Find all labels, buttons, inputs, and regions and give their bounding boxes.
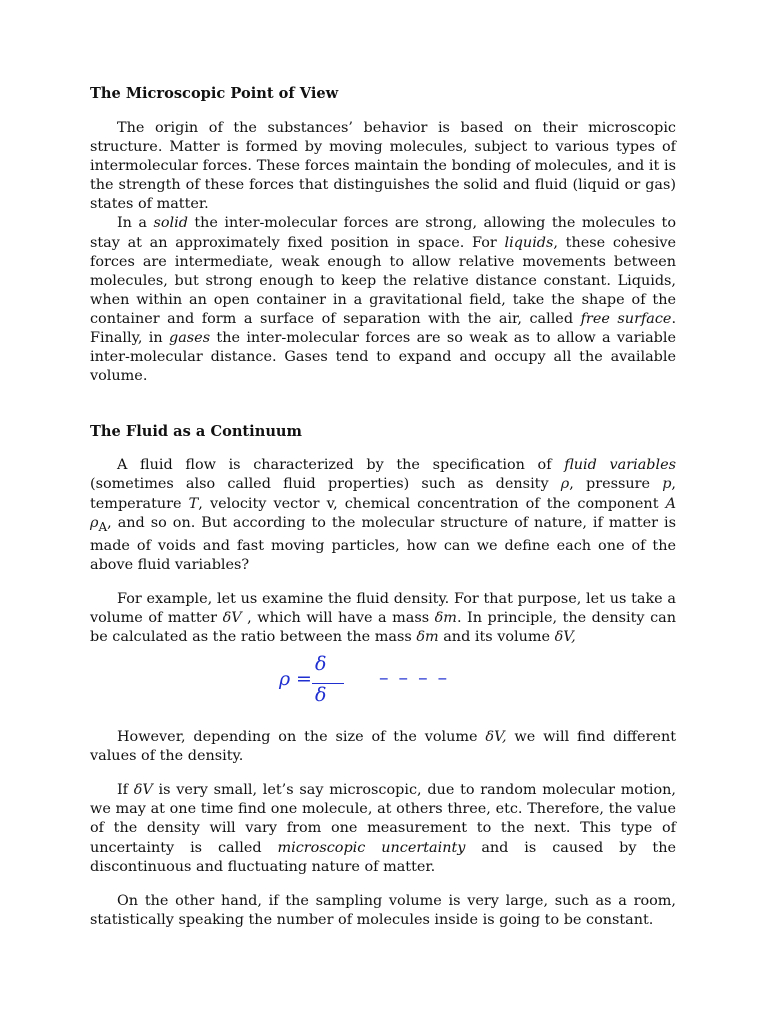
text-run: In a <box>117 215 154 232</box>
symbol-delta-m: δm <box>434 609 457 626</box>
density-equation <box>90 653 676 720</box>
equation-lhs-rho: ρ <box>279 668 291 691</box>
text-run: . In principle, the density can be calculated as the ratio between the mass <box>90 609 676 645</box>
document-body <box>90 84 676 930</box>
text-run: , and so on. But according to the molecular structure of nature, if matter is made of voids and fast moving particles, how can we define each one of the above fluid variables? <box>90 514 676 573</box>
symbol-delta-V: δV, <box>485 729 507 746</box>
term-free-surface: free surface <box>580 310 672 327</box>
equation-equals-sign: = <box>296 668 312 691</box>
symbol-p: p <box>662 476 672 493</box>
text-run: the inter-molecular forces are so weak as to allow a variable inter-molecular distance. Gases tend to expand and occupy all the available volume. <box>90 330 677 385</box>
text-run: we will find different values of the density. <box>90 729 676 765</box>
symbol-delta-V: δV <box>133 782 153 799</box>
paragraph-density-example <box>90 590 676 647</box>
equation-numerator: δ <box>315 653 327 676</box>
term-liquids: liquids <box>504 234 554 251</box>
symbol-delta-V: δV <box>222 609 242 626</box>
text-run: . Finally, in <box>90 310 677 347</box>
text-run: the inter-molecular forces are strong, allowing the molecules to stay at an approximately fixed position in space. For <box>90 215 676 251</box>
paragraph-states-of-matter <box>90 214 676 386</box>
text-run: However, depending on the size of the volume <box>117 729 486 746</box>
section-heading-microscopic: The Microscopic Point of View <box>90 85 339 102</box>
paragraph-volume-size <box>90 728 676 766</box>
symbol-delta-m: δm <box>416 628 439 645</box>
text-run: , which will have a mass <box>241 609 435 626</box>
text-run: A fluid flow is characterized by the specification of <box>117 457 565 474</box>
equation-number-placeholder: – – – – <box>379 667 450 690</box>
paragraph-microscopic-uncertainty <box>90 781 676 876</box>
paragraph-large-volume: On the other hand, if the sampling volume is very large, such as a room, statistically speaking the number of molecules inside is going to be constant. <box>90 892 676 928</box>
term-solid: solid <box>153 215 188 232</box>
text-run: For example, let us examine the fluid density. For that purpose, let us take a volume of matter <box>90 590 676 626</box>
text-run: , these cohesive forces are intermediate, weak enough to allow relative movements between molecules, but strong enough to keep the relative distance constant. Liquids, when within an open container in a gravitational field, take the shape of the container and form a surface of separation with the air, called <box>90 234 676 327</box>
symbol-A: A <box>665 495 676 512</box>
term-fluid-variables: fluid variables <box>564 457 676 474</box>
paragraph-microscopic-origin: The origin of the substances’ behavior is based on their microscopic structure. Matter is formed by moving molecules, subject to various types of intermolecular forces. These forces maintain the bonding of molecules, and it is the strength of these forces that distinguishes the solid and fluid (liquid or gas) states of matter. <box>90 120 676 213</box>
symbol-delta-V: δV, <box>554 628 576 645</box>
paragraph-fluid-variables <box>90 456 676 574</box>
term-microscopic-uncertainty: microscopic uncertainty <box>277 839 466 856</box>
text-run: and is caused by the discontinuous and fluctuating nature of matter. <box>90 839 677 875</box>
symbol-rho-A-subscript: A <box>98 519 108 534</box>
text-run: , pressure <box>569 476 663 493</box>
text-run: (sometimes also called fluid properties) such as density <box>90 476 561 493</box>
equation-denominator: δ <box>315 684 327 707</box>
text-run: , velocity vector v, chemical concentration of the component <box>198 495 666 512</box>
text-run: If <box>117 782 134 799</box>
symbol-rho: ρ <box>560 476 570 493</box>
text-run: , temperature <box>90 476 676 512</box>
section-heading-continuum: The Fluid as a Continuum <box>90 423 302 441</box>
term-gases: gases <box>169 330 211 347</box>
symbol-rho-A: ρ <box>90 514 99 531</box>
text-run: is very small, let’s say microscopic, due to random molecular motion, we may at one time find one molecule, at others three, etc. Therefore, the value of the density will vary from one measurement to the next. This type of uncertainty is called <box>90 782 676 856</box>
symbol-T: T <box>188 495 199 512</box>
text-run: and its volume <box>438 628 555 645</box>
